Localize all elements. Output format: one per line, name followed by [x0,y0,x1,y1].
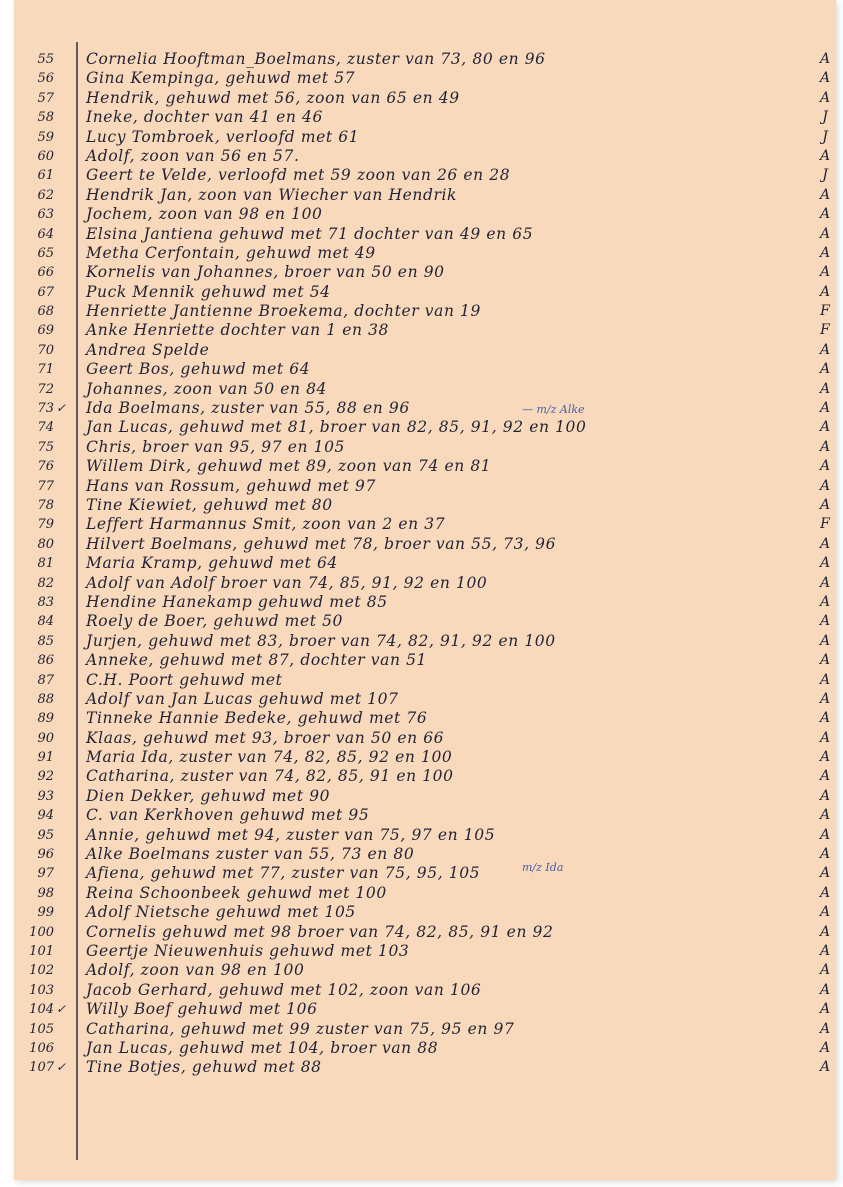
entry-number: 87 [37,672,54,688]
list-item [14,263,836,282]
entry-mark: A [819,225,831,242]
entry-mark: A [819,1039,831,1056]
entry-number: 103 [29,982,54,998]
list-item [14,884,836,903]
entry-text: Hendrik, gehuwd met 56, zoon van 65 en 49 [86,88,460,107]
entry-number: 67 [37,284,54,300]
entry-number: 74 [37,420,54,436]
entry-text: Tine Botjes, gehuwd met 88 [86,1058,322,1077]
entry-text: Puck Mennik gehuwd met 54 [86,282,331,301]
entry-mark: A [819,690,831,707]
entry-mark: A [819,1001,831,1018]
entry-number: 85 [37,633,54,649]
entry-mark: A [819,51,831,67]
list-item [14,457,836,476]
list-item [14,942,836,961]
entry-mark: A [819,574,831,591]
entry-mark: A [819,419,831,436]
entry-number: 79 [37,517,54,533]
list-item [14,244,836,263]
entry-mark: A [819,768,831,785]
entry-number: 62 [37,187,54,203]
entry-mark: A [819,593,831,610]
list-item [14,496,836,515]
entry-mark: A [819,884,831,901]
list-item [14,593,836,612]
entry-mark: F [820,516,830,533]
list-item [14,399,836,418]
list-item [14,535,836,554]
entry-text: Henriette Jantienne Broekema, dochter van 19 [86,302,481,321]
list-item [14,477,836,496]
list-item [14,787,836,806]
entry-text: Geert Bos, gehuwd met 64 [86,360,311,379]
check-mark: ✓ [56,1060,67,1075]
entry-text: Jacob Gerhard, gehuwd met 102, zoon van 106 [86,980,482,999]
entry-number: 104 [29,1002,54,1018]
entry-number: 66 [37,265,54,281]
entry-text: Geertje Nieuwenhuis gehuwd met 103 [86,941,410,960]
list-item [14,225,836,244]
list-item [14,729,836,748]
list-item [14,709,836,728]
entry-number: 64 [37,226,54,242]
entry-mark: A [819,89,831,106]
entry-number: 72 [37,381,54,397]
list-item [14,147,836,166]
entry-text: Willem Dirk, gehuwd met 89, zoon van 74 en 81 [86,457,492,476]
entry-mark: A [819,826,831,843]
list-item [14,1058,836,1077]
entry-number: 77 [37,478,54,494]
entry-list [14,50,836,1078]
entry-text: Kornelis van Johannes, broer van 50 en 90 [86,263,445,282]
entry-text: Maria Kramp, gehuwd met 64 [86,554,338,573]
note-alke: — m/z Alke [522,403,585,416]
list-item [14,1020,836,1039]
entry-mark: J [822,167,828,184]
entry-number: 73 [37,401,54,417]
entry-text: Leffert Harmannus Smit, zoon van 2 en 37 [86,515,446,534]
list-item [14,321,836,340]
entry-number: 95 [37,827,54,843]
entry-number: 96 [37,847,54,863]
entry-text: Catharina, gehuwd met 99 zuster van 75, 95 en 97 [86,1019,515,1038]
list-item [14,903,836,922]
entry-mark: A [819,632,831,649]
list-item [14,515,836,534]
entry-mark: A [819,962,831,979]
list-item [14,981,836,1000]
entry-number: 92 [37,769,54,785]
entry-mark: A [819,613,831,630]
entry-text: Annie, gehuwd met 94, zuster van 75, 97 en 105 [86,825,496,844]
entry-mark: A [819,710,831,727]
list-item [14,554,836,573]
entry-text: Hans van Rossum, gehuwd met 97 [86,476,376,495]
entry-mark: A [819,70,831,87]
entry-number: 81 [37,556,54,572]
list-item [14,864,836,883]
entry-number: 58 [37,110,54,126]
entry-mark: A [819,535,831,552]
entry-text: Jan Lucas, gehuwd met 104, broer van 88 [86,1038,439,1057]
entry-mark: A [819,341,831,358]
entry-number: 65 [37,245,54,261]
entry-text: Afiena, gehuwd met 77, zuster van 75, 95, 105 [86,864,481,883]
entry-mark: A [819,942,831,959]
entry-text: Tine Kiewiet, gehuwd met 80 [86,495,333,514]
entry-text: Alke Boelmans zuster van 55, 73 en 80 [86,845,415,864]
entry-text: Andrea Spelde [86,340,210,359]
list-item [14,205,836,224]
entry-mark: A [819,283,831,300]
entry-number: 75 [37,439,54,455]
entry-mark: F [820,322,830,339]
entry-mark: A [819,671,831,688]
entry-number: 80 [37,536,54,552]
list-item [14,767,836,786]
list-item [14,380,836,399]
entry-text: Maria Ida, zuster van 74, 82, 85, 92 en 100 [86,748,453,767]
entry-number: 70 [37,342,54,358]
entry-number: 56 [37,71,54,87]
entry-number: 78 [37,497,54,513]
entry-number: 100 [29,924,54,940]
paper-sheet [14,0,836,1180]
entry-mark: A [819,1020,831,1037]
list-item [14,826,836,845]
entry-text: Hendrik Jan, zoon van Wiecher van Hendrik [86,185,458,204]
entry-number: 101 [29,943,54,959]
entry-mark: A [819,555,831,572]
entry-text: Anke Henriette dochter van 1 en 38 [86,321,389,340]
list-item [14,128,836,147]
entry-text: Cornelis gehuwd met 98 broer van 74, 82, 85, 91 en 92 [86,922,554,941]
entry-mark: A [819,865,831,882]
list-item [14,50,836,69]
entry-number: 55 [37,52,54,67]
entry-text: Adolf, zoon van 56 en 57. [86,146,300,165]
list-item [14,574,836,593]
list-item [14,690,836,709]
entry-mark: A [819,807,831,824]
list-item [14,89,836,108]
entry-mark: A [819,496,831,513]
entry-number: 63 [37,207,54,223]
entry-number: 60 [37,148,54,164]
entry-mark: A [819,264,831,281]
list-item [14,166,836,185]
entry-number: 69 [37,323,54,339]
entry-text: Lucy Tombroek, verloofd met 61 [86,127,360,146]
entry-text: Anneke, gehuwd met 87, dochter van 51 [86,651,428,670]
entry-mark: A [819,361,831,378]
entry-number: 98 [37,885,54,901]
entry-mark: A [819,206,831,223]
entry-mark: A [819,652,831,669]
entry-text: Ida Boelmans, zuster van 55, 88 en 96 [86,399,410,418]
entry-mark: J [822,109,828,126]
list-item [14,748,836,767]
entry-mark: A [819,458,831,475]
list-item [14,302,836,321]
entry-text: Dien Dekker, gehuwd met 90 [86,786,331,805]
entry-text: Johannes, zoon van 50 en 84 [86,379,328,398]
entry-number: 106 [29,1040,54,1056]
list-item [14,651,836,670]
entry-mark: A [819,904,831,921]
entry-number: 83 [37,594,54,610]
entry-number: 94 [37,808,54,824]
entry-mark: F [820,303,830,320]
entry-text: Elsina Jantiena gehuwd met 71 dochter van 49 en 65 [86,224,534,243]
entry-mark: A [819,846,831,863]
entry-number: 102 [29,963,54,979]
list-item [14,186,836,205]
list-item [14,923,836,942]
entry-text: Jochem, zoon van 98 en 100 [86,205,323,224]
check-mark: ✓ [56,401,67,416]
entry-text: Cornelia Hooftman_Boelmans, zuster van 73, 80 en 96 [86,50,546,68]
entry-text: Jurjen, gehuwd met 83, broer van 74, 82, 91, 92 en 100 [86,631,556,650]
entry-text: Hendine Hanekamp gehuwd met 85 [86,592,388,611]
list-item [14,806,836,825]
entry-text: Jan Lucas, gehuwd met 81, broer van 82, 85, 91, 92 en 100 [86,418,587,437]
entry-number: 57 [37,90,54,106]
entry-number: 107 [29,1060,54,1076]
list-item [14,1039,836,1058]
entry-number: 61 [37,168,54,184]
entry-text: Tinneke Hannie Bedeke, gehuwd met 76 [86,709,428,728]
entry-mark: A [819,380,831,397]
entry-number: 59 [37,129,54,145]
entry-text: Hilvert Boelmans, gehuwd met 78, broer van 55, 73, 96 [86,534,557,553]
entry-text: Klaas, gehuwd met 93, broer van 50 en 66 [86,728,445,747]
entry-number: 84 [37,614,54,630]
entry-number: 97 [37,866,54,882]
entry-mark: A [819,923,831,940]
entry-mark: A [819,787,831,804]
entry-text: C.H. Poort gehuwd met [86,670,283,689]
list-item [14,438,836,457]
list-item [14,961,836,980]
entry-mark: A [819,981,831,998]
entry-number: 90 [37,730,54,746]
entry-number: 93 [37,788,54,804]
entry-number: 86 [37,653,54,669]
entry-text: Metha Cerfontain, gehuwd met 49 [86,243,376,262]
entry-mark: J [822,128,828,145]
entry-mark: A [819,400,831,417]
entry-text: Adolf van Jan Lucas gehuwd met 107 [86,689,399,708]
entry-number: 89 [37,711,54,727]
entry-text: C. van Kerkhoven gehuwd met 95 [86,806,370,825]
list-item [14,1000,836,1019]
entry-text: Willy Boef gehuwd met 106 [86,1000,318,1019]
check-mark: ✓ [56,1002,67,1017]
entry-text: Adolf van Adolf broer van 74, 85, 91, 92 en 100 [86,573,488,592]
entry-number: 91 [37,750,54,766]
entry-mark: A [819,729,831,746]
entry-text: Roely de Boer, gehuwd met 50 [86,612,344,631]
entry-text: Adolf Nietsche gehuwd met 105 [86,903,356,922]
entry-text: Adolf, zoon van 98 en 100 [86,961,305,980]
list-item [14,845,836,864]
list-item [14,108,836,127]
list-item [14,418,836,437]
entry-number: 99 [37,905,54,921]
list-item [14,360,836,379]
entry-mark: A [819,438,831,455]
list-item [14,612,836,631]
entry-text: Chris, broer van 95, 97 en 105 [86,437,345,456]
entry-text: Geert te Velde, verloofd met 59 zoon van 26 en 28 [86,166,511,185]
entry-mark: A [819,186,831,203]
note-ida: m/z Ida [522,861,564,874]
entry-text: Ineke, dochter van 41 en 46 [86,108,323,127]
entry-text: Catharina, zuster van 74, 82, 85, 91 en 100 [86,767,454,786]
entry-text: Reina Schoonbeek gehuwd met 100 [86,883,387,902]
entry-mark: A [819,749,831,766]
entry-number: 76 [37,459,54,475]
entry-number: 68 [37,304,54,320]
list-item [14,69,836,88]
entry-mark: A [819,244,831,261]
entry-mark: A [819,1059,831,1076]
entry-number: 88 [37,691,54,707]
list-item [14,671,836,690]
entry-number: 71 [37,362,54,378]
list-item [14,632,836,651]
entry-mark: A [819,477,831,494]
entry-text: Gina Kempinga, gehuwd met 57 [86,69,356,88]
entry-number: 105 [29,1021,54,1037]
list-item [14,283,836,302]
list-item [14,341,836,360]
entry-mark: A [819,147,831,164]
entry-number: 82 [37,575,54,591]
